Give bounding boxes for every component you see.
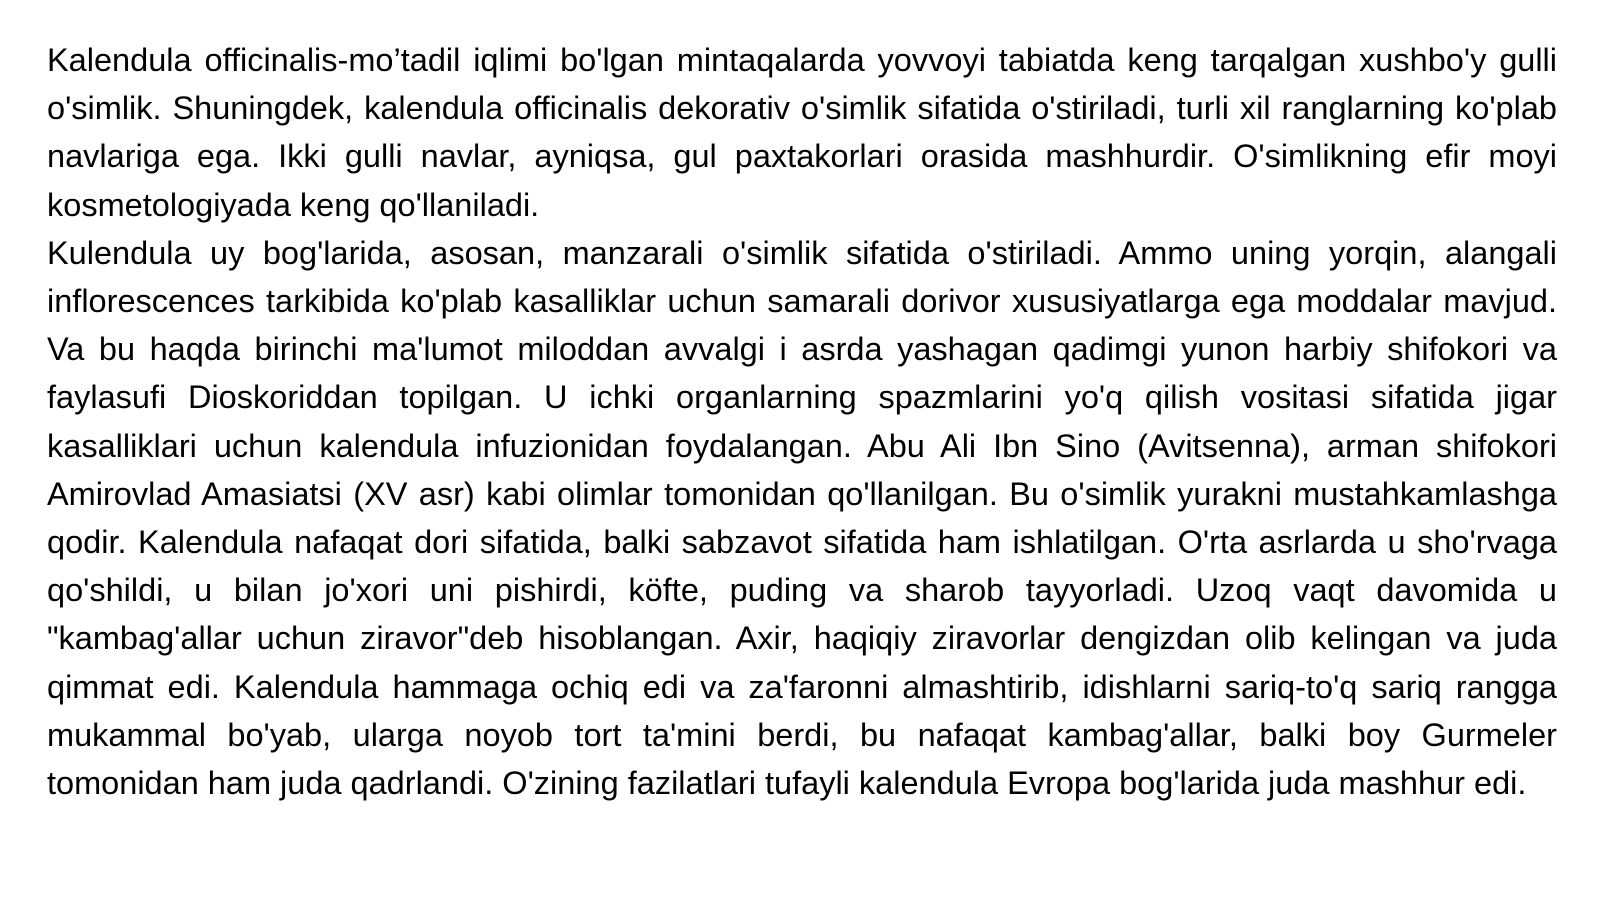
- document-body: [47, 36, 1557, 807]
- paragraph-history: Kulendula uy bog'larida, asosan, manzarali o'simlik sifatida o'stiriladi. Ammo uning yorqin, alangali inflorescences tarkibida ko'plab kasalliklar uchun samarali dorivor xususiyatlarga ega moddalar mavjud. Va bu haqda birinchi ma'lumot miloddan avvalgi i asrda yashagan qadimgi yunon harbiy shifokori va faylasufi Dioskoriddan topilgan. U ichki organlarning spazmlarini yo'q qilish vositasi sifatida jigar kasalliklari uchun kalendula infuzionidan foydalangan. Abu Ali Ibn Sino (Avitsenna), arman shifokori Amirovlad Amasiatsi (XV asr) kabi olimlar tomonidan qo'llanilgan. Bu o'simlik yurakni mustahkamlashga qodir. Kalendula nafaqat dori sifatida, balki sabzavot sifatida ham ishlatilgan. O'rta asrlarda u sho'rvaga qo'shildi, u bilan jo'xori uni pishirdi, köfte, puding va sharob tayyorladi. Uzoq vaqt davomida u "kambag'allar uchun ziravor"deb hisoblangan. Axir, haqiqiy ziravorlar dengizdan olib kelingan va juda qimmat edi. Kalendula hammaga ochiq edi va za'faronni almashtirib, idishlarni sariq-to'q sariq rangga mukammal bo'yab, ularga noyob tort ta'mini berdi, bu nafaqat kambag'allar, balki boy Gurmeler tomonidan ham juda qadrlandi. O'zining fazilatlari tufayli kalendula Evropa bog'larida juda mashhur edi.: [47, 234, 1557, 802]
- paragraph-intro: Kalendula officinalis-mo’tadil iqlimi bo'lgan mintaqalarda yovvoyi tabiatda keng tarqalgan xushbo'y gulli o'simlik. Shuningdek, kalendula officinalis dekorativ o'simlik sifatida o'stiriladi, turli xil ranglarning ko'plab navlariga ega. Ikki gulli navlar, ayniqsa, gul paxtakorlari orasida mashhurdir. O'simlikning efir moyi kosmetologiyada keng qo'llaniladi.: [47, 42, 1557, 223]
